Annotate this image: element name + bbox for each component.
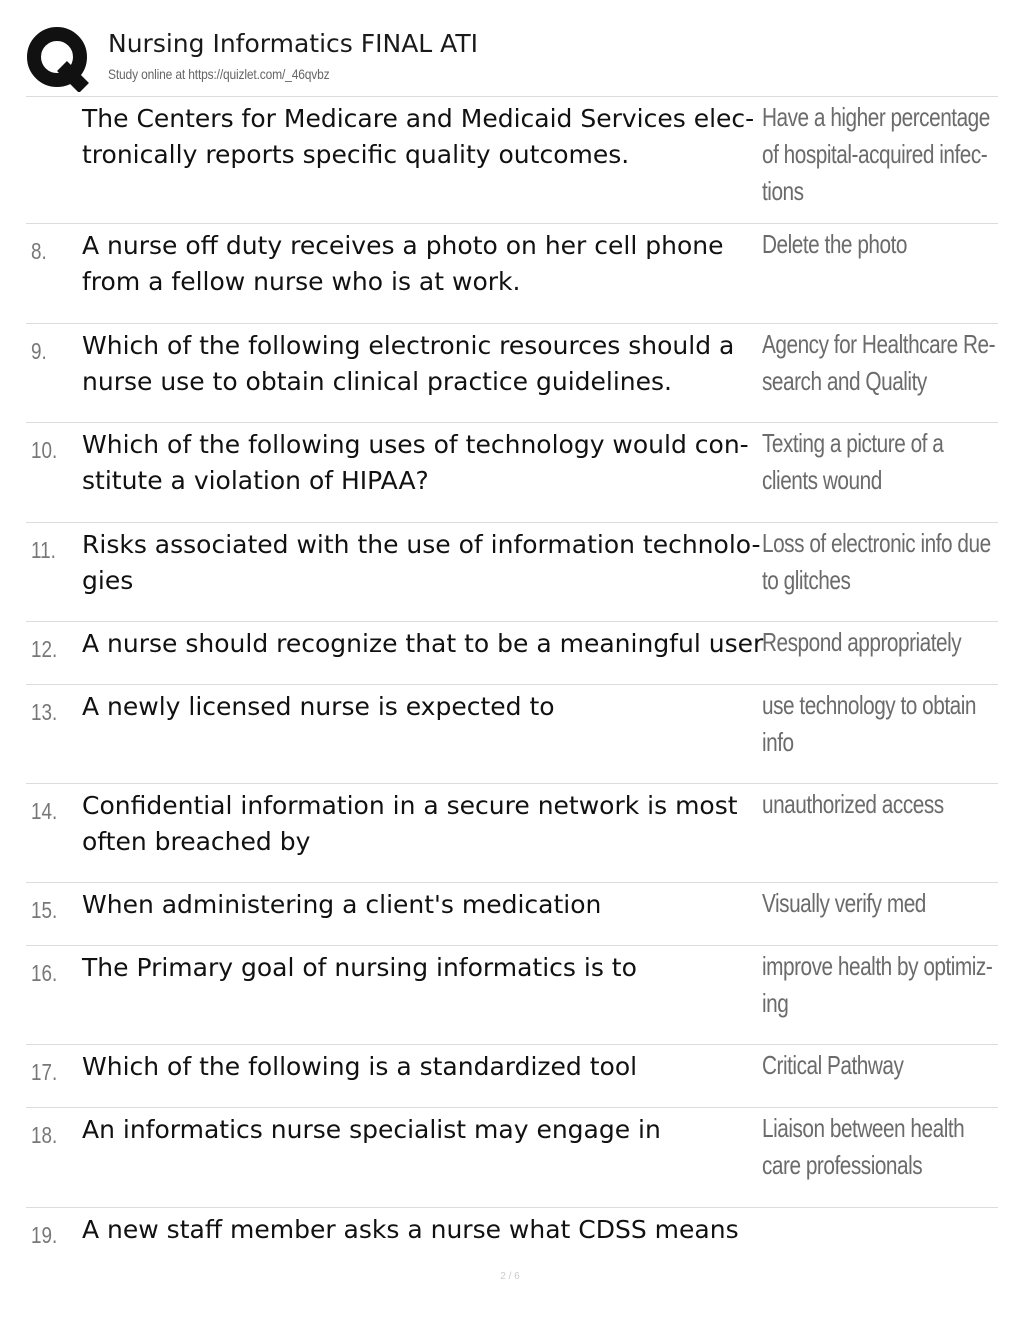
card-definition: Have a higher percentage of hospital-acquired infec- tions — [762, 102, 990, 206]
document-title: Nursing Informatics FINAL ATI — [108, 29, 478, 58]
flashcard-row — [26, 883, 998, 946]
card-term: The Centers for Medicare and Medicaid Services elec- tronically reports specific quality outcomes. — [82, 104, 755, 169]
card-definition: improve health by optimiz- ing — [762, 951, 993, 1018]
card-definition: Agency for Healthcare Re- search and Quality — [762, 329, 996, 396]
card-definition: Visually verify med — [762, 888, 926, 918]
card-term: Risks associated with the use of information technolo- gies — [82, 530, 761, 595]
card-number: 18. — [31, 1122, 58, 1148]
card-term: A nurse should recognize that to be a meaningful user — [82, 629, 764, 658]
card-number: 8. — [31, 238, 47, 264]
card-term: When administering a client's medication — [82, 890, 602, 919]
flashcard-row — [26, 1208, 998, 1268]
card-term: A newly licensed nurse is expected to — [82, 692, 555, 721]
card-number: 13. — [31, 699, 58, 725]
card-definition — [762, 1210, 998, 1247]
flashcard-list — [26, 96, 998, 1268]
card-term: A nurse off duty receives a photo on her cell phone from a fellow nurse who is at work. — [82, 231, 724, 296]
card-term: Which of the following uses of technology would con- stitute a violation of HIPAA? — [82, 430, 749, 495]
card-term: Which of the following electronic resources should a nurse use to obtain clinical practice guidelines. — [82, 331, 735, 396]
card-number: 19. — [31, 1222, 58, 1248]
flashcard-row — [26, 685, 998, 784]
card-definition: Loss of electronic info due to glitches — [762, 528, 991, 595]
flashcard-row — [26, 784, 998, 883]
card-number: 10. — [31, 437, 58, 463]
card-number: 12. — [31, 636, 58, 662]
card-definition: Delete the photo — [762, 229, 907, 259]
card-number: 14. — [31, 798, 58, 824]
card-term: Confidential information in a secure network is most often breached by — [82, 791, 738, 856]
flashcard-row — [26, 622, 998, 685]
flashcard-row — [26, 1045, 998, 1108]
flashcard-row — [26, 324, 998, 423]
card-term: Which of the following is a standardized tool — [82, 1052, 638, 1081]
card-number: 16. — [31, 960, 58, 986]
card-definition: Respond appropriately — [762, 627, 962, 657]
card-term: A new staff member asks a nurse what CDSS means — [82, 1215, 739, 1244]
flashcard-row — [26, 523, 998, 622]
card-definition: unauthorized access — [762, 789, 944, 819]
flashcard-row — [26, 946, 998, 1045]
flashcard-row — [26, 1108, 998, 1208]
flashcard-row — [26, 97, 998, 224]
page-number: 2 / 6 — [500, 1271, 520, 1282]
study-online-link[interactable]: Study online at https://quizlet.com/_46qvbz — [108, 66, 330, 82]
flashcard-row — [26, 423, 998, 523]
card-term: The Primary goal of nursing informatics is to — [82, 953, 637, 982]
card-definition: use technology to obtain info — [762, 690, 976, 757]
card-definition: Liaison between health care professionals — [762, 1113, 965, 1180]
card-number: 11. — [31, 537, 56, 563]
card-definition: Texting a picture of a clients wound — [762, 428, 944, 495]
card-number: 15. — [31, 897, 58, 923]
quizlet-logo-icon — [26, 26, 92, 92]
card-definition: Critical Pathway — [762, 1050, 904, 1080]
card-number: 17. — [31, 1059, 58, 1085]
page-header — [26, 26, 998, 96]
card-term: An informatics nurse specialist may engage in — [82, 1115, 661, 1144]
card-number: 9. — [31, 338, 47, 364]
flashcard-row — [26, 224, 998, 324]
